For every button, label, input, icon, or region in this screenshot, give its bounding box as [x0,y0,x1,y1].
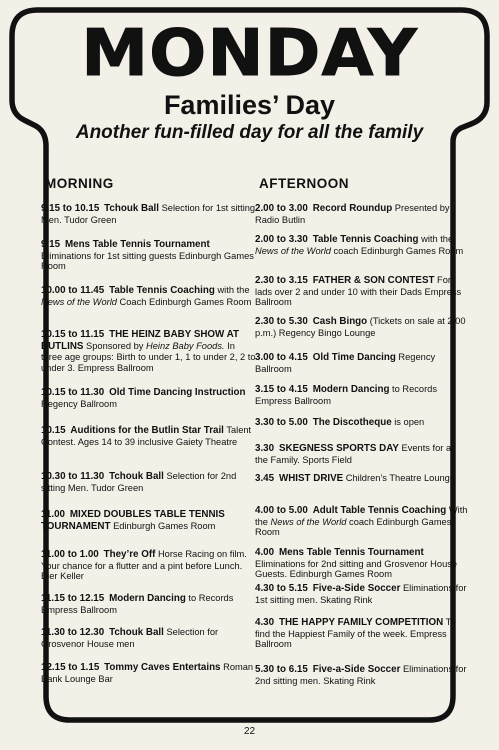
schedule-entry [255,417,470,429]
entry-heading: 4.30 THE HAPPY FAMILY COMPETITION [255,617,444,628]
entry-heading: 3.15 to 4.15 Modern Dancing [255,384,390,395]
entry-heading: 10.15 to 11.15 THE HEINZ BABY SHOW AT BUTLINS [41,329,239,352]
entry-heading: 2.30 to 5.30 Cash Bingo [255,316,368,327]
entry-heading: 11.00 MIXED DOUBLES TABLE TENNIS TOURNAMENT [41,509,225,532]
schedule-entry [41,549,256,582]
entry-details: Regency Ballroom [41,398,117,409]
schedule-entry [41,239,256,272]
entry-heading: 2.00 to 3.00 Record Roundup [255,203,393,214]
entry-details: with the [214,285,250,295]
page-tagline: Another fun-filled day for all the family [75,122,424,143]
entry-location: In three age groups: Birth to under 1, 1 to under 2, 2 to under 3. Empress Ballroom [41,340,256,373]
afternoon-heading: AFTERNOON [259,176,349,191]
entry-details: Selection for 2nd sitting Men. Tudor Green [41,471,237,493]
page-number: 22 [243,726,256,737]
entry-heading: 2.30 to 3.15 FATHER & SON CONTEST [255,275,435,286]
entry-sponsor: Heinz Baby Foods. [146,340,225,351]
schedule-entry [255,443,470,465]
entry-sponsor: News of the World [41,296,117,307]
schedule-entry [41,387,256,409]
entry-details: Roman Bank Lounge Bar [41,662,254,684]
entry-sponsor: News of the World [270,516,347,527]
entry-details: Eliminations for 1st sitting men. Skating Rink [255,583,467,605]
entry-location: Coach Edinburgh Games Room [116,296,252,307]
entry-heading: 10.15 to 11.30 Old Time Dancing Instruction [41,387,246,398]
schedule-entry [41,203,256,225]
entry-heading: 9.15 Mens Table Tennis Tournament [41,239,210,250]
entry-heading: 3.30 SKEGNESS SPORTS DAY [255,443,399,454]
entry-heading: 11.00 to 1.00 They’re Off [41,549,156,560]
entry-details: (Tickets on sale at 2.00 p.m.) Regency Bingo Lounge [255,316,466,338]
entry-details: to Records Empress Ballroom [41,593,234,615]
schedule-entry [255,384,470,406]
entry-details: With the [255,505,468,527]
entry-location: coach Edinburgh Games Room [255,516,452,538]
entry-details: To find the Happiest Family of the week. Empress Ballroom [255,617,456,650]
entry-heading: 12.15 to 1.15 Tommy Caves Entertains [41,662,221,673]
entry-heading: 11.30 to 12.30 Tchouk Ball [41,627,164,638]
entry-details: Edinburgh Games Room [110,520,216,531]
schedule-entry [255,505,470,538]
entry-heading: 11.15 to 12.15 Modern Dancing [41,593,186,604]
entry-details: Selection for 1st sitting Men. Tudor Green [41,203,256,225]
schedule-entry [255,352,470,374]
entry-location: coach Edinburgh Games Room [330,245,464,256]
entry-heading: 10.30 to 11.30 Tchouk Ball [41,471,164,482]
schedule-entry [41,285,256,307]
entry-details: Talent Contest. Ages 14 to 39 inclusive Gaiety Theatre [41,425,252,447]
entry-details: Eliminations for 2nd sitting and Grosvenor House Guests. Edinburgh Games Room [255,558,458,580]
entry-details: with the [418,234,454,244]
entry-details: Selection for Grosvenor House men [41,627,219,649]
schedule-entry [255,473,470,485]
entry-heading: 10.15 Auditions for the Butlin Star Trail [41,425,224,436]
entry-heading: 3.00 to 4.15 Old Time Dancing [255,352,396,363]
schedule-entry [255,617,470,650]
schedule-entry [41,425,256,447]
schedule-entry [41,627,256,649]
entry-heading: 10.00 to 11.45 Table Tennis Coaching [41,285,215,296]
schedule-entry [41,471,256,493]
schedule-entry [41,509,256,532]
entry-heading: 4.30 to 5.15 Five-a-Side Soccer [255,583,401,594]
entry-details: is open [391,417,425,427]
afternoon-column [255,176,468,686]
entry-heading: 9.15 to 10.15 Tchouk Ball [41,203,159,214]
schedule-entry [255,583,470,605]
entry-heading: 4.00 Mens Table Tennis Tournament [255,547,424,558]
entry-heading: 2.00 to 3.30 Table Tennis Coaching [255,234,419,245]
schedule-entry [255,203,470,225]
entry-details: Presented by Radio Butlin [255,203,450,225]
entry-details: Horse Racing on film. Your chance for a flutter and a pint before Lunch. Bier Keller [41,549,247,582]
entry-details: Sponsored by [83,340,146,351]
entry-details: Eliminations for 1st sitting guests Edinburgh Games Room [41,250,254,272]
schedule-entry [41,329,256,373]
entry-heading: 3.45 WHIST DRIVE [255,473,344,484]
page-header [0,17,499,144]
entry-sponsor: News of the World [255,245,331,256]
page-subtitle: Families’ Day [163,90,336,120]
entry-details: Regency Ballroom [255,352,436,374]
schedule-entry [255,234,470,256]
schedule-entry [255,547,470,580]
schedule-entry [255,275,470,308]
morning-column [41,176,256,684]
schedule-entry [41,662,256,684]
page-title: MONDAY [81,17,418,91]
entry-details: Eliminations for 2nd sitting men. Skating Rink [255,664,467,686]
entry-heading: 5.30 to 6.15 Five-a-Side Soccer [255,664,401,675]
entry-details: Events for all the Family. Sports Field [255,443,456,465]
entry-details: For lads over 2 and under 10 with their Dads Empress Ballroom [255,275,462,308]
schedule-entry [255,664,470,686]
entry-details: to Records Empress Ballroom [255,384,438,406]
entry-details: Children’s Theatre Lounge [343,473,456,483]
entry-heading: 4.00 to 5.00 Adult Table Tennis Coaching [255,505,447,516]
morning-heading: MORNING [45,176,114,191]
entry-heading: 3.30 to 5.00 The Discotheque [255,417,392,428]
schedule-entry [255,316,470,338]
schedule-entry [41,593,256,615]
